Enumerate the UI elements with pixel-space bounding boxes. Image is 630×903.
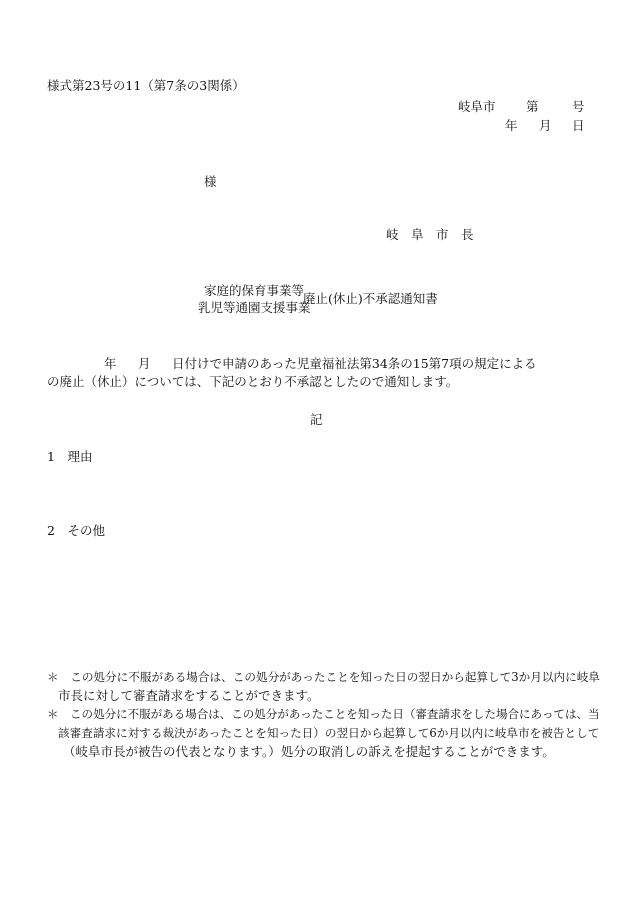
addressee-suffix: 様 — [204, 174, 217, 189]
note-1-line1: ＊ この処分に不服がある場合は、この処分があったことを知った日の翌日から起算して3か月以内に岐阜 — [47, 670, 600, 684]
note-2-line1: ＊ この処分に不服がある場合は、この処分があったことを知った日（審査請求をした場合にあっては、当 — [47, 707, 600, 721]
body-year: 年 — [104, 356, 117, 371]
header-city: 岐阜市 — [458, 99, 496, 114]
note-2-line2: 該審査請求に対する裁決があったことを知った日）の翌日から起算して6か月以内に岐阜市を被告として — [58, 726, 600, 740]
note-2-line3: （岐阜市長が被告の代表となります。）処分の取消しの訴えを提起することができます。 — [63, 744, 555, 759]
header-go: 号 — [572, 99, 585, 114]
note-1-line2: 市長に対して審査請求をすることができます。 — [58, 688, 320, 703]
doc-title-line2: 乳児等通園支援事業 — [198, 300, 311, 315]
date-month: 月 — [539, 118, 552, 133]
item-1-reason: 1 理由 — [47, 449, 93, 464]
header-dai: 第 — [526, 99, 539, 114]
date-day: 日 — [572, 118, 585, 133]
body-line2: の廃止（休止）については、下記のとおり不承認としたので通知します。 — [47, 374, 459, 389]
date-year: 年 — [505, 118, 518, 133]
item-2-other: 2 その他 — [47, 523, 105, 538]
doc-title-line1: 家庭的保育事業等 — [204, 283, 305, 298]
body-month: 月 — [138, 356, 151, 371]
ki-heading: 記 — [310, 412, 323, 427]
sender-title: 岐 阜 市 長 — [386, 227, 474, 242]
form-number: 様式第23号の11（第7条の3関係） — [47, 78, 245, 93]
body-line1-rest: 日付けで申請のあった児童福祉法第34条の15第7項の規定による — [172, 356, 537, 371]
doc-title-suffix: 廃止(休止)不承認通知書 — [303, 291, 438, 306]
